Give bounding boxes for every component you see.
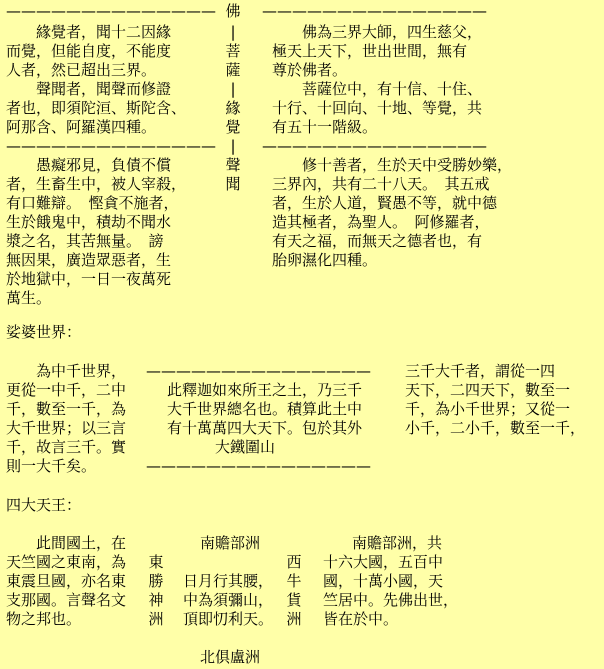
jambudvipa-label: 南贍部洲 <box>200 534 261 552</box>
jambudvipa-desc-line-2: 十六大國，五百中 <box>323 553 444 571</box>
bodhisattva-line-3: 有五十一階級。 <box>272 118 378 136</box>
iron-mountain-label: 大鐵圍山 <box>215 438 276 456</box>
middle-chiliocosm-line-5: 千，故言三千。實 <box>6 438 127 456</box>
middle-chiliocosm-line-2: 更從一中千，二中 <box>6 381 127 399</box>
uttarakuru-label: 北俱盧洲 <box>200 648 261 666</box>
great-chiliocosm-line-1: 三千大千者，謂從一四 <box>405 362 556 380</box>
jambudvipa-desc-line-4: 竺居中。先佛出世， <box>323 591 459 609</box>
lower-realms-line-1: 愚癡邪見，負債不償 <box>6 156 172 174</box>
east-col-char-2: 勝 <box>148 572 164 590</box>
upper-realms-line-4: 造其極者，為聖人。 阿修羅者， <box>272 213 490 231</box>
saha-center-line-1: 此釋迦如來所王之土，乃三千 <box>167 381 363 399</box>
center-bar-2: | <box>230 80 236 98</box>
center-char-sa: 薩 <box>225 61 241 79</box>
great-chiliocosm-line-2: 天下，二四天下，數至一 <box>405 381 571 399</box>
west-col-char-3: 貨 <box>286 591 302 609</box>
upper-realms-line-2: 三界內，共有二十八天。 其五戒 <box>272 175 490 193</box>
bodhisattva-line-1: 菩薩位中，有十信、十住、 <box>272 80 483 98</box>
east-col-char-3: 神 <box>148 591 164 609</box>
pratyeka-line-1: 緣覺者，聞十二因緣 <box>6 23 172 41</box>
sumeru-line-1: 日月行其腰， <box>183 572 274 590</box>
jambudvipa-desc-line-3: 國，十萬小國，天 <box>323 572 444 590</box>
buddha-line-2: 極天上天下，世出世間，無有 <box>272 42 468 60</box>
lower-realms-line-8: 萬生。 <box>6 289 52 307</box>
china-line-3: 東震旦國，亦名東 <box>6 572 127 590</box>
mid-left-rule: —————————————— <box>6 137 216 155</box>
upper-realms-line-3: 者，生於人道，賢愚不等，就中德 <box>272 194 498 212</box>
upper-realms-line-5: 有天之福，而無天之德者也，有 <box>272 232 483 250</box>
pratyeka-line-2: 而覺，但能自度，不能度 <box>6 42 172 60</box>
east-col-char-1: 東 <box>148 553 164 571</box>
pratyeka-line-3: 人者，然已超出三界。 <box>6 61 157 79</box>
sumeru-line-2: 中為須彌山， <box>183 591 274 609</box>
middle-chiliocosm-line-4: 大千世界；以三言 <box>6 419 127 437</box>
great-chiliocosm-line-4: 小千，二小千，數至一千， <box>405 419 586 437</box>
lower-realms-line-7: 於地獄中，一日一夜萬死 <box>6 270 172 288</box>
mid-center-bar: | <box>230 137 236 155</box>
mid-right-rule: ——————————————— <box>262 137 487 155</box>
china-line-2: 天竺國之東南，為 <box>6 553 127 571</box>
china-line-4: 支那國。言聲名文 <box>6 591 127 609</box>
lower-realms-line-2: 者，生畜生中，被人宰殺， <box>6 175 187 193</box>
great-chiliocosm-line-3: 千，為小千世界；又從一 <box>405 400 571 418</box>
four-kings-heading: 四大天王： <box>6 496 82 514</box>
center-bar-1: | <box>230 23 236 41</box>
east-col-char-4: 洲 <box>148 610 164 628</box>
top-left-rule: —————————————— <box>6 2 216 20</box>
saha-top-rule: ——————————————— <box>146 362 371 380</box>
middle-chiliocosm-line-3: 千，數至一千，為 <box>6 400 127 418</box>
sumeru-line-3: 頂即忉利天。 <box>183 610 274 628</box>
center-char-jue: 覺 <box>225 118 241 136</box>
jambudvipa-desc-line-5: 皆在於中。 <box>323 610 399 628</box>
buddha-title: 佛 <box>225 2 241 20</box>
sravaka-line-3: 阿那含、阿羅漢四種。 <box>6 118 157 136</box>
jambudvipa-desc-line-1: 南贍部洲，共 <box>352 534 443 552</box>
center-char-sheng: 聲 <box>225 156 241 174</box>
middle-chiliocosm-line-6: 則一大千矣。 <box>6 457 97 475</box>
center-char-pu: 菩 <box>225 42 241 60</box>
upper-realms-line-1: 修十善者，生於天中受勝妙樂， <box>272 156 513 174</box>
lower-realms-line-4: 生於餓鬼中，積劫不聞水 <box>6 213 172 231</box>
saha-heading: 娑婆世界： <box>6 323 82 341</box>
saha-center-line-2: 大千世界總名也。積算此土中 <box>167 400 363 418</box>
west-col-char-4: 洲 <box>286 610 302 628</box>
lower-realms-line-3: 有口難辯。 慳貪不施者， <box>6 194 179 212</box>
upper-realms-line-6: 胎卵濕化四種。 <box>272 251 378 269</box>
sravaka-line-1: 聲聞者，聞聲而修證 <box>6 80 172 98</box>
buddha-line-1: 佛為三界大師，四生慈父， <box>272 23 483 41</box>
china-line-5: 物之邦也。 <box>6 610 82 628</box>
west-col-char-1: 西 <box>286 553 302 571</box>
china-line-1: 此間國土，在 <box>6 534 127 552</box>
lower-realms-line-5: 漿之名，其苦無量。 謗 <box>6 232 164 250</box>
center-char-yuan: 緣 <box>225 99 241 117</box>
west-col-char-2: 牛 <box>286 572 302 590</box>
top-right-rule: ——————————————— <box>262 2 487 20</box>
bodhisattva-line-2: 十行、十回向、十地、等覺，共 <box>272 99 483 117</box>
center-char-wen: 聞 <box>225 175 241 193</box>
saha-center-line-3: 有十萬萬四大天下。包於其外 <box>167 419 363 437</box>
buddha-line-3: 尊於佛者。 <box>272 61 348 79</box>
sravaka-line-2: 者也，即須陀洹、斯陀含、 <box>6 99 187 117</box>
saha-bottom-rule: ——————————————— <box>146 457 371 475</box>
lower-realms-line-6: 無因果，廣造眾惡者，生 <box>6 251 172 269</box>
middle-chiliocosm-line-1: 為中千世界， <box>6 362 127 380</box>
